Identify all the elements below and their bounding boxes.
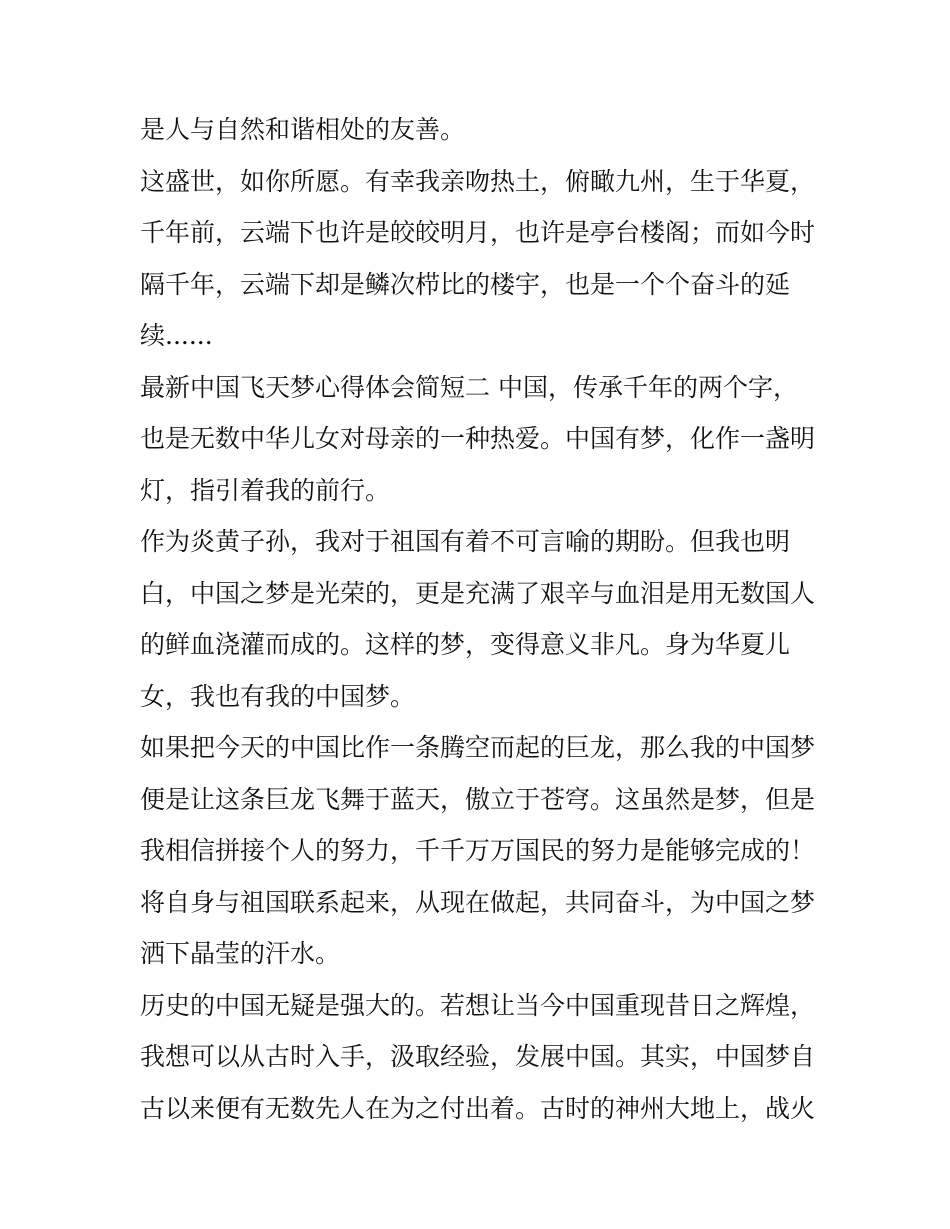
text-line: 洒下晶莹的汗水。 (140, 939, 341, 968)
text-line: 我想可以从古时入手，汲取经验，发展中国。其实，中国梦自 (140, 1042, 816, 1071)
text-line: 白，中国之梦是光荣的，更是充满了艰辛与血泪是用无数国人 (140, 578, 816, 608)
text-line: 灯，指引着我的前行。 (140, 475, 391, 505)
text-line: 的鲜血浇灌而成的。这样的梦，变得意义非凡。身为华夏儿 (140, 630, 791, 659)
text-line: 将自身与祖国联系起来，从现在做起，共同奋斗，为中国之梦 (140, 887, 816, 917)
text-line: 历史的中国无疑是强大的。若想让当今中国重现昔日之辉煌， (140, 990, 816, 1020)
text-line: 隔千年，云端下却是鳞次栉比的楼宇，也是一个个奋斗的延 (140, 269, 791, 299)
text-line: 古以来便有无数先人在为之付出着。古时的神州大地上，战火 (140, 1093, 816, 1123)
text-line: 如果把今天的中国比作一条腾空而起的巨龙，那么我的中国梦 (140, 733, 816, 762)
text-line: 也是无数中华儿女对母亲的一种热爱。中国有梦，化作一盏明 (140, 424, 816, 453)
text-line: 这盛世，如你所愿。有幸我亲吻热土，俯瞰九州，生于华夏， (140, 166, 816, 196)
text-line: 是人与自然和谐相处的友善。 (140, 115, 466, 144)
text-line: 女，我也有我的中国梦。 (140, 681, 416, 711)
document-body (140, 104, 820, 1134)
text-line: 最新中国飞天梦心得体会简短二 中国，传承千年的两个字， (140, 372, 798, 402)
text-line: 我相信拼接个人的努力，千千万万国民的努力是能够完成的！ (140, 836, 816, 865)
text-line: 作为炎黄子孙，我对于祖国有着不可言喻的期盼。但我也明 (140, 527, 791, 556)
text-line: 便是让这条巨龙飞舞于蓝天，傲立于苍穹。这虽然是梦，但是 (140, 784, 816, 814)
text-line: 千年前，云端下也许是皎皎明月，也许是亭台楼阁；而如今时 (140, 218, 816, 247)
text-line: 续...... (140, 321, 213, 350)
